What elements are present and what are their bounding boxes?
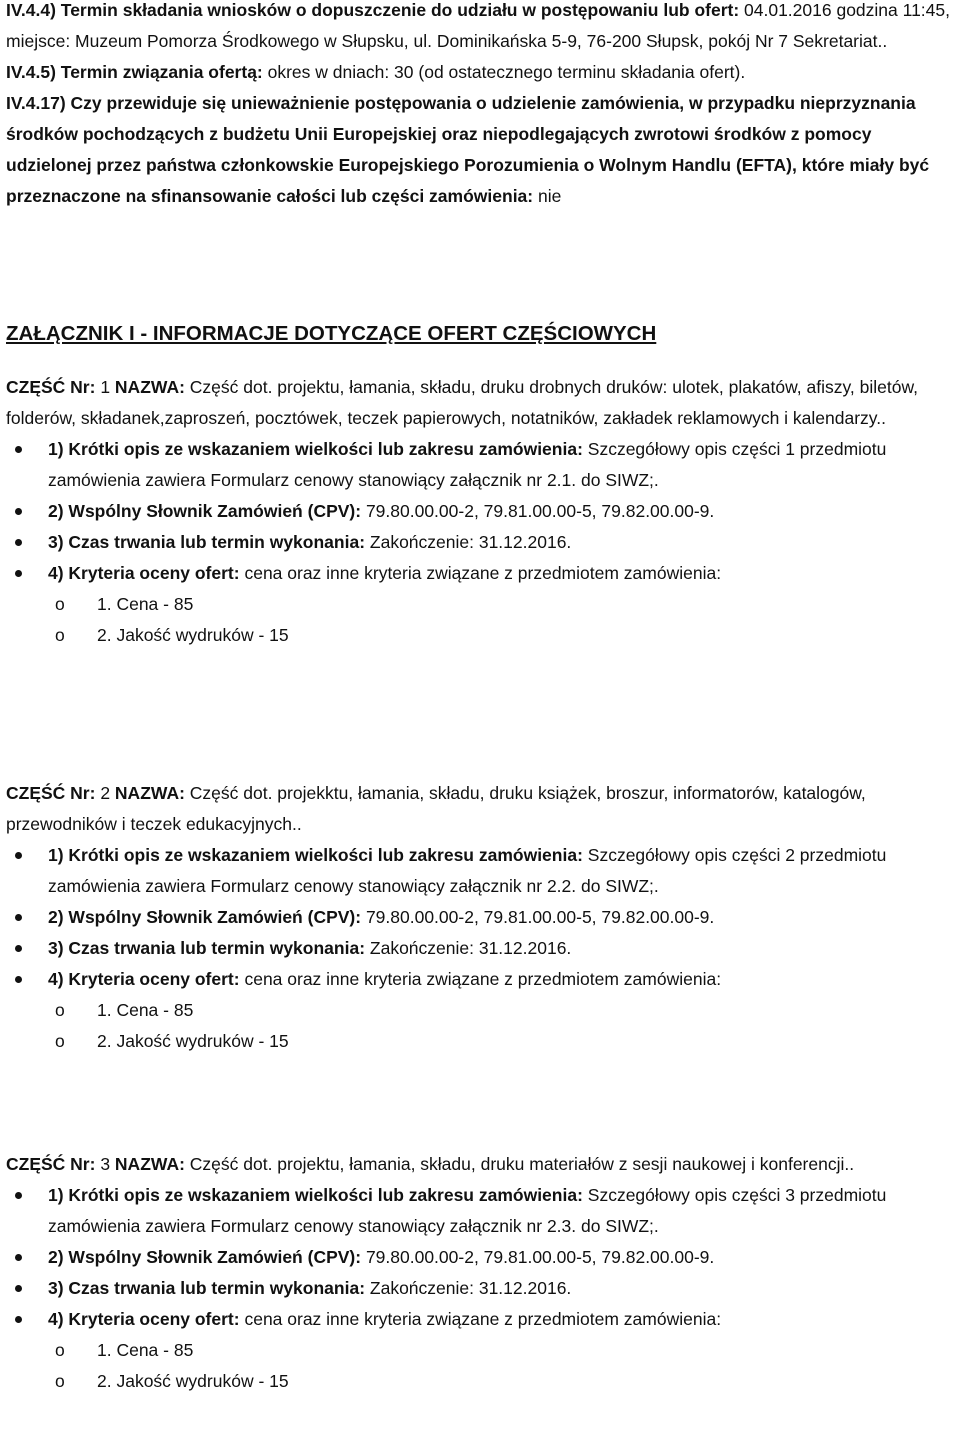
part-name-text: Część dot. projektu, łamania, składu, druku materiałów z sesji naukowej i konferencji.. <box>184 1154 855 1174</box>
short-description-label: 1) Krótki opis ze wskazaniem wielkości lub zakresu zamówienia: <box>48 439 583 459</box>
part-header <box>6 1149 954 1180</box>
part-name-label: NAZWA: <box>114 1154 185 1174</box>
part-3 <box>6 1149 954 1397</box>
criteria-text: cena oraz inne kryteria związane z przedmiotem zamówienia: <box>239 1309 722 1329</box>
offer-deadline-text: 04.01.2016 godzina 11:45, miejsce: Muzeum Pomorza Środkowego w Słupsku, ul. Dominikańska 5-9, 76-200 Słupsk, pokój Nr 7 Sekretariat.. <box>6 0 950 51</box>
criteria-list <box>6 1335 954 1397</box>
duration-text: Zakończenie: 31.12.2016. <box>365 532 572 552</box>
top-section <box>6 0 954 212</box>
cpv-text: 79.80.00.00-2, 79.81.00.00-5, 79.82.00.00-9. <box>361 501 715 521</box>
part-label: CZĘŚĆ Nr: <box>6 783 96 803</box>
duration-label: 3) Czas trwania lub termin wykonania: <box>48 938 366 958</box>
list-item <box>48 1304 954 1335</box>
duration-text: Zakończenie: 31.12.2016. <box>365 938 572 958</box>
part-1 <box>6 372 954 651</box>
part-number: 3 <box>95 1154 115 1174</box>
criterion-price: o 1. Cena - 85 <box>97 589 954 620</box>
cpv-label: 2) Wspólny Słownik Zamówień (CPV): <box>48 907 362 927</box>
criteria-label: 4) Kryteria oceny ofert: <box>48 1309 240 1329</box>
part-header <box>6 778 954 840</box>
duration-text: Zakończenie: 31.12.2016. <box>365 1278 572 1298</box>
list-item <box>48 527 954 558</box>
cpv-label: 2) Wspólny Słownik Zamówień (CPV): <box>48 501 362 521</box>
list-item <box>48 1180 954 1242</box>
short-description-text: Szczegółowy opis części 2 przedmiotu zamówienia zawiera Formularz cenowy stanowiący załącznik nr 2.2. do SIWZ;. <box>48 845 887 896</box>
part-2 <box>6 778 954 1057</box>
criterion-quality: o 2. Jakość wydruków - 15 <box>97 1026 954 1057</box>
list-item <box>48 1242 954 1273</box>
short-description-text: Szczegółowy opis części 1 przedmiotu zamówienia zawiera Formularz cenowy stanowiący załącznik nr 2.1. do SIWZ;. <box>48 439 887 490</box>
list-item <box>48 496 954 527</box>
short-description-label: 1) Krótki opis ze wskazaniem wielkości lub zakresu zamówienia: <box>48 845 583 865</box>
part-label: CZĘŚĆ Nr: <box>6 377 96 397</box>
criterion-price: o 1. Cena - 85 <box>97 995 954 1026</box>
part-name-text: Część dot. projekktu, łamania, składu, druku książek, broszur, informatorów, katalogów, przewodników i teczek edukacyjnych.. <box>6 783 866 834</box>
part-header <box>6 372 954 434</box>
criteria-label: 4) Kryteria oceny ofert: <box>48 563 240 583</box>
part-number: 1 <box>95 377 115 397</box>
list-item <box>48 902 954 933</box>
cpv-text: 79.80.00.00-2, 79.81.00.00-5, 79.82.00.00-9. <box>361 907 715 927</box>
cancellation-paragraph <box>6 88 954 212</box>
part-name-label: NAZWA: <box>114 377 185 397</box>
part-details-list <box>6 840 954 995</box>
binding-period-label: IV.4.5) Termin związania ofertą: <box>6 62 263 82</box>
binding-period-paragraph <box>6 57 954 88</box>
list-item <box>48 1273 954 1304</box>
short-description-text: Szczegółowy opis części 3 przedmiotu zamówienia zawiera Formularz cenowy stanowiący załącznik nr 2.3. do SIWZ;. <box>48 1185 887 1236</box>
offer-deadline-label: IV.4.4) Termin składania wniosków o dopuszczenie do udziału w postępowaniu lub ofert: <box>6 0 740 20</box>
duration-label: 3) Czas trwania lub termin wykonania: <box>48 532 366 552</box>
part-name-text: Część dot. projektu, łamania, składu, druku drobnych druków: ulotek, plakatów, afiszy, biletów, folderów, składanek,zaproszeń, pocztówek, teczek papierowych, notatników, zakładek reklamowych i kalendarzy.. <box>6 377 919 428</box>
cancellation-label: IV.4.17) Czy przewiduje się unieważnienie postępowania o udzielenie zamówienia, w przypadku nieprzyznania środków pochodzących z budżetu Unii Europejskiej oraz niepodlegających zwrotowi środków z pomocy udzielonej przez państwa członkowskie Europejskiego Porozumienia o Wolnym Handlu (EFTA), które miały być przeznaczone na sfinansowanie całości lub części zamówienia: <box>6 93 930 206</box>
part-number: 2 <box>95 783 115 803</box>
part-details-list <box>6 1180 954 1335</box>
annex-section <box>6 318 954 349</box>
list-item <box>48 840 954 902</box>
criteria-text: cena oraz inne kryteria związane z przedmiotem zamówienia: <box>239 563 722 583</box>
list-item <box>48 964 954 995</box>
criterion-quality: o 2. Jakość wydruków - 15 <box>97 620 954 651</box>
cancellation-text: nie <box>533 186 562 206</box>
duration-label: 3) Czas trwania lub termin wykonania: <box>48 1278 366 1298</box>
criteria-list <box>6 995 954 1057</box>
criteria-list <box>6 589 954 651</box>
short-description-label: 1) Krótki opis ze wskazaniem wielkości lub zakresu zamówienia: <box>48 1185 583 1205</box>
cpv-text: 79.80.00.00-2, 79.81.00.00-5, 79.82.00.00-9. <box>361 1247 715 1267</box>
cpv-label: 2) Wspólny Słownik Zamówień (CPV): <box>48 1247 362 1267</box>
binding-period-text: okres w dniach: 30 (od ostatecznego terminu składania ofert). <box>262 62 746 82</box>
list-item <box>48 933 954 964</box>
criteria-label: 4) Kryteria oceny ofert: <box>48 969 240 989</box>
part-label: CZĘŚĆ Nr: <box>6 1154 96 1174</box>
list-item <box>48 558 954 589</box>
annex-heading: ZAŁĄCZNIK I - INFORMACJE DOTYCZĄCE OFERT CZĘŚCIOWYCH <box>6 322 657 345</box>
offer-deadline-paragraph <box>6 0 954 57</box>
criteria-text: cena oraz inne kryteria związane z przedmiotem zamówienia: <box>239 969 722 989</box>
list-item <box>48 434 954 496</box>
criterion-quality: o 2. Jakość wydruków - 15 <box>97 1366 954 1397</box>
criterion-price: o 1. Cena - 85 <box>97 1335 954 1366</box>
part-name-label: NAZWA: <box>114 783 185 803</box>
part-details-list <box>6 434 954 589</box>
